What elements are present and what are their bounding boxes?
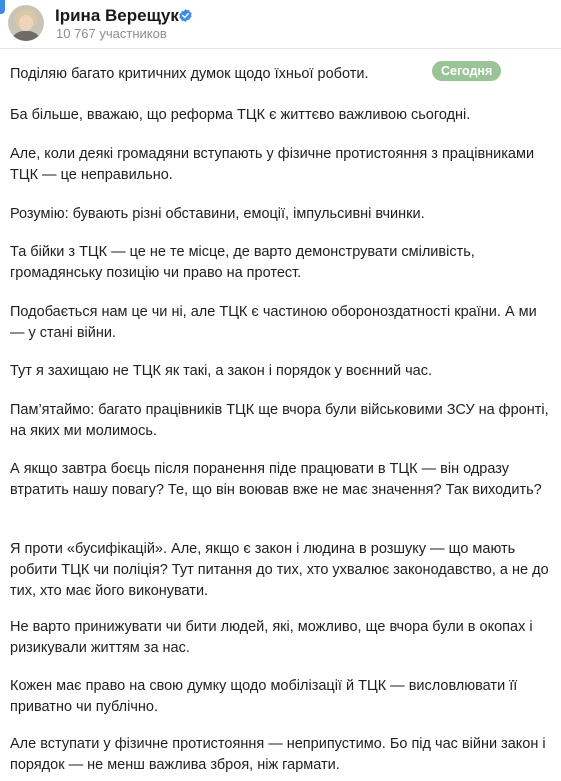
message-paragraph: Кожен має право на свою думку щодо мобілізації й ТЦК — висловлювати її приватно чи публічно. <box>10 678 518 715</box>
channel-header[interactable] <box>0 0 561 49</box>
message-paragraph: А якщо завтра боєць після поранення піде працювати в ТЦК — він одразу втратить нашу повагу? Те, що він воював вже не має значення? Так виходить? <box>10 461 542 498</box>
subscriber-count: 10 767 участников <box>56 26 167 41</box>
message-paragraph: Пам’ятаймо: багато працівників ТЦК ще вчора були військовими ЗСУ на фронті, на яких ми молимось. <box>10 402 549 439</box>
message-paragraph: Поділяю багато критичних думок щодо їхньої роботи. <box>10 66 369 82</box>
message-paragraph: Але, коли деякі громадяни вступають у фізичне протистояння з працівниками ТЦК — це неправильно. <box>10 146 535 183</box>
message-paragraph: Розумію: бувають різні обставини, емоції, імпульсивні вчинки. <box>10 206 425 222</box>
message-paragraph: Я проти «бусифікацій». Але, якщо є закон і людина в розшуку — що мають робити ТЦК чи поліція? Тут питання до тих, хто ухвалює законодавство, а не до тих, хто має його виконувати. <box>10 541 549 599</box>
message-paragraph: Не варто принижувати чи бити людей, які, можливо, ще вчора були в окопах і ризикували життям за нас. <box>10 619 533 656</box>
avatar-shoulders <box>10 31 42 41</box>
message-paragraph: Але вступати у фізичне протистояння — неприпустимо. Бо під час війни закон і порядок — не менш важлива зброя, ніж гармати. <box>10 736 546 773</box>
avatar-face <box>19 15 33 31</box>
message-paragraph: Подобається нам це чи ні, але ТЦК є частиною обороноздатності країни. А ми — у стані війни. <box>10 304 537 341</box>
channel-name[interactable]: Ірина Верещук <box>55 6 179 25</box>
avatar[interactable] <box>8 5 44 41</box>
message-paragraph: Ба більше, вважаю, що реформа ТЦК є життєво важливою сьогодні. <box>10 107 471 123</box>
verified-badge-icon <box>178 8 193 23</box>
message-paragraph: Та бійки з ТЦК — це не те місце, де варто демонструвати сміливість, громадянську позицію чи право на протест. <box>10 244 475 281</box>
message-paragraph: Тут я захищаю не ТЦК як такі, а закон і порядок у воєнний час. <box>10 363 433 379</box>
accent-strip <box>0 0 5 14</box>
date-badge: Сегодня <box>432 61 501 81</box>
